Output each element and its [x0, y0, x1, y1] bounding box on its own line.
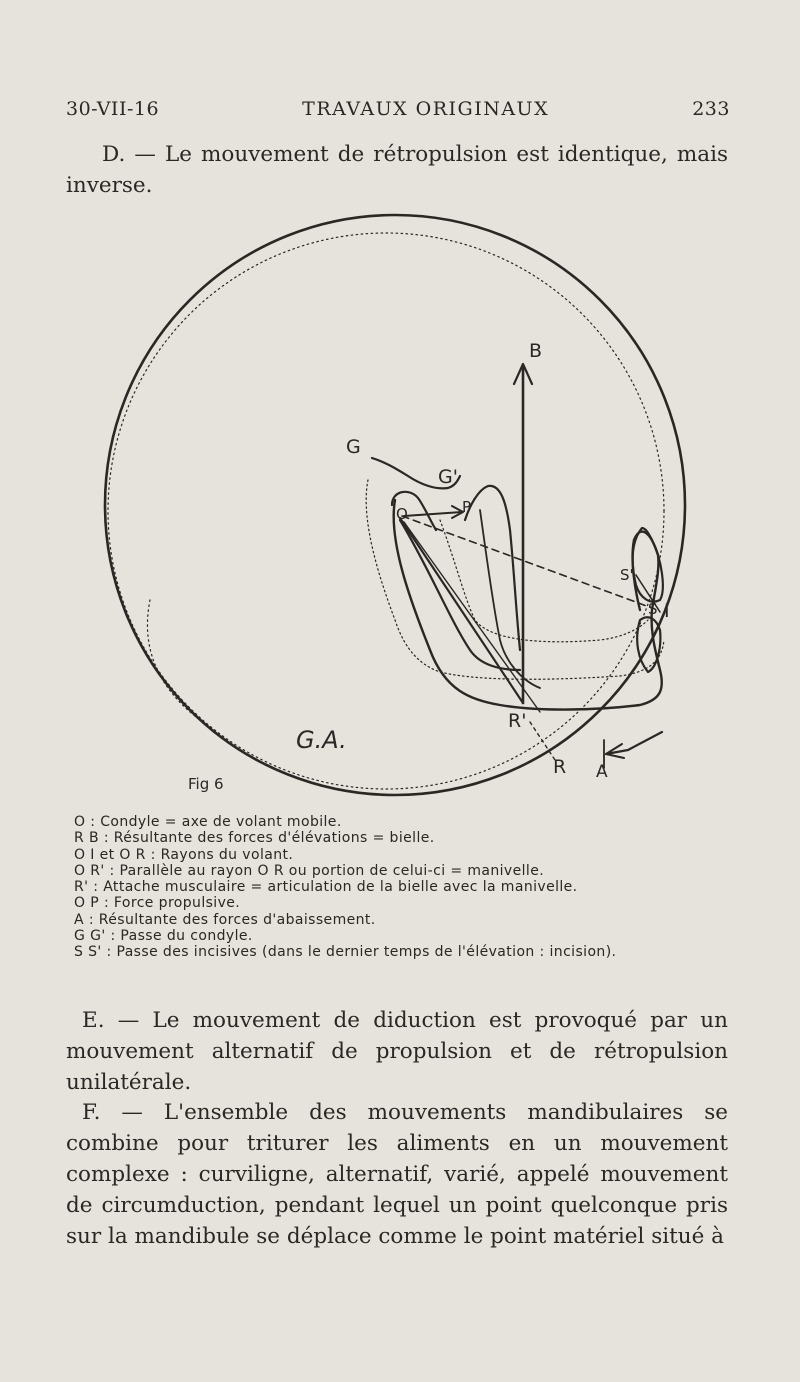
dotted-circle — [108, 233, 664, 789]
legend-item: R' : Attache musculaire = articulation de la bielle avec la manivelle. — [74, 879, 578, 896]
paragraph-d: D. — Le mouvement de rétropulsion est identique, mais inverse. — [66, 142, 728, 198]
legend-item: O I et O R : Rayons du volant. — [74, 846, 294, 863]
legend-item: R B : Résultante des forces d'élévations = bielle. — [74, 830, 435, 847]
radius-or — [400, 518, 523, 703]
resultant-arrow-a — [606, 732, 662, 754]
force-op — [404, 512, 462, 516]
label-r: R — [553, 756, 567, 778]
header-date: 30-VII-16 — [66, 98, 160, 120]
header-title: TRAVAUX ORIGINAUX — [302, 98, 550, 120]
coronoid-process — [465, 486, 520, 650]
label-b: B — [529, 340, 543, 362]
figure-legend — [74, 814, 734, 961]
label-s-prime: S' — [620, 566, 634, 584]
label-g: G — [346, 436, 361, 458]
paragraph-e: E. — Le mouvement de diduction est provoqué par un mouvement alternatif de propulsion et de rétropulsion unilatérale. — [66, 1008, 728, 1095]
figure-caption: Fig 6 — [188, 775, 224, 793]
legend-item: O P : Force propulsive. — [74, 895, 241, 912]
radius-ir — [404, 522, 540, 712]
mandible-contour — [394, 500, 662, 710]
label-o: O — [396, 505, 408, 523]
label-r-prime: R' — [508, 710, 527, 732]
label-s: S — [648, 600, 658, 618]
legend-item: A : Résultante des forces d'abaissement. — [74, 911, 376, 928]
illustrator-signature: G.A. — [296, 726, 347, 754]
legend-item: O R' : Parallèle au rayon O R ou portion de celui-ci = manivelle. — [74, 862, 545, 879]
running-head — [66, 98, 730, 120]
legend-item: O : Condyle = axe de volant mobile. — [74, 814, 342, 830]
paragraph-f: F. — L'ensemble des mouvements mandibulaires se combine pour triturer les aliments en un mouvement complexe : curviligne, alternatif, varié, appelé mouvement de circumduction, pendant lequel un point quelconque pris sur la mandibule se déplace comme le point matériel situé à — [66, 1100, 728, 1249]
legend-item: G G' : Passe du condyle. — [74, 928, 253, 945]
label-g-prime: G' — [438, 466, 458, 488]
label-a: A — [596, 762, 608, 782]
legend-item: S S' : Passe des incisives (dans le dernier temps de l'élévation : incision). — [74, 944, 617, 961]
label-i: I — [664, 600, 670, 622]
label-p: P — [462, 498, 472, 516]
dotted-arc-left — [147, 600, 200, 720]
page-number: 233 — [692, 98, 730, 120]
